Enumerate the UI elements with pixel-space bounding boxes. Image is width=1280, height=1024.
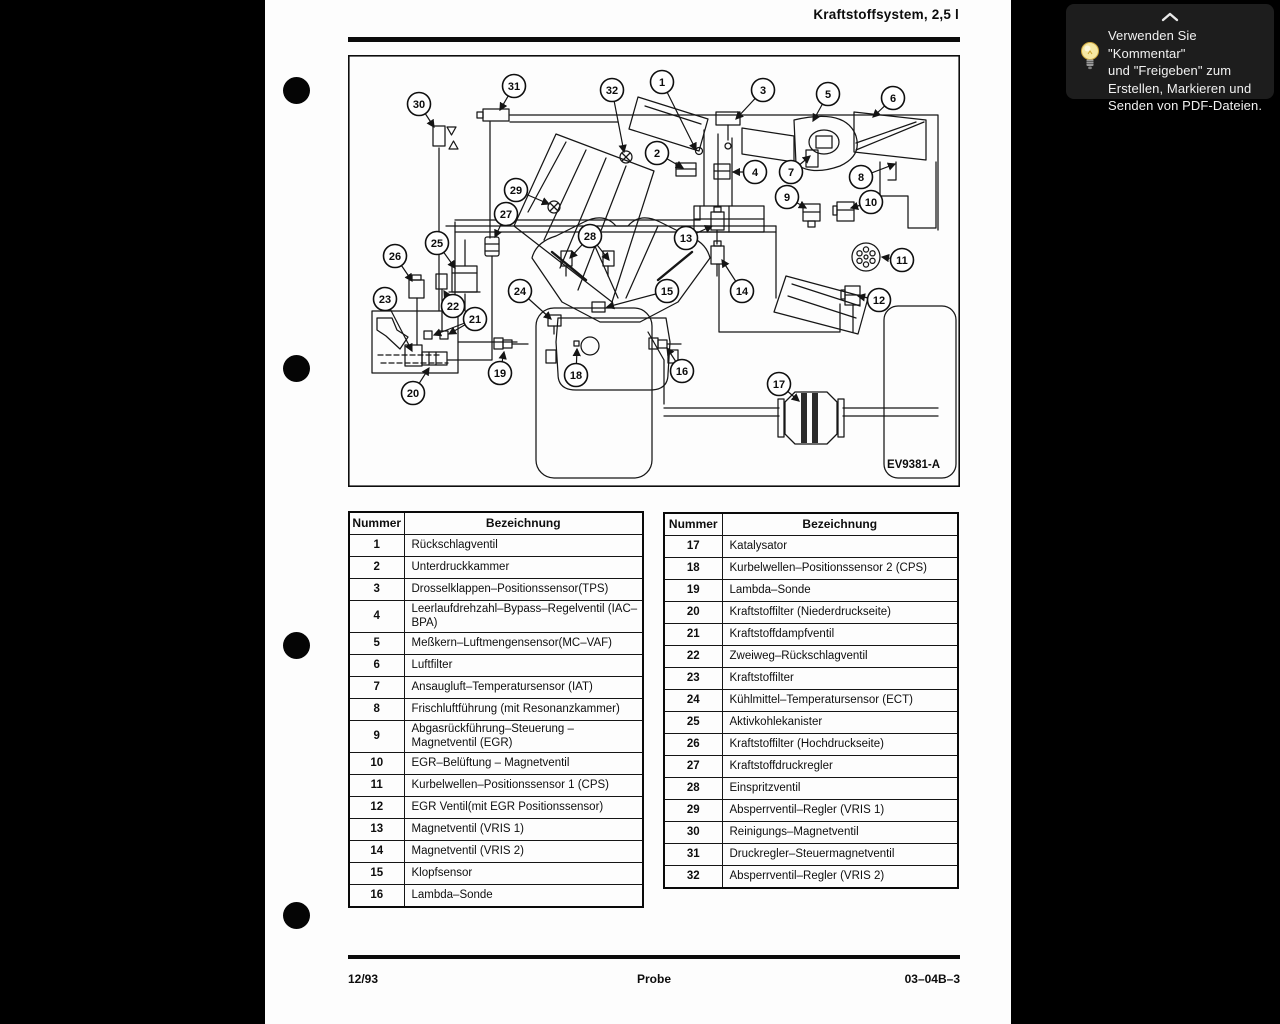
- part-number-cell: 14: [349, 841, 404, 863]
- manual-page: [265, 0, 1011, 1024]
- part-name-cell: Luftfilter: [404, 655, 643, 677]
- part-number-cell: 18: [664, 558, 722, 580]
- column-header-nummer: Nummer: [349, 512, 404, 535]
- svg-text:2: 2: [653, 147, 661, 160]
- part-name-cell: Kraftstoffilter (Hochdruckseite): [722, 734, 958, 756]
- part-number-cell: 24: [664, 690, 722, 712]
- table-row: [349, 841, 643, 863]
- table-row: [349, 557, 643, 579]
- part-name-cell: Kraftstoffilter: [722, 668, 958, 690]
- column-header-bezeichnung: Bezeichnung: [722, 513, 958, 536]
- part-name-cell: Drosselklappen–Positionssensor(TPS): [404, 579, 643, 601]
- table-row: [664, 624, 958, 646]
- chevron-up-icon[interactable]: [1161, 12, 1179, 22]
- valve-components: [409, 109, 860, 339]
- svg-text:11: 11: [896, 254, 908, 267]
- part-name-cell: Kraftstoffdruckregler: [722, 756, 958, 778]
- part-number-cell: 28: [664, 778, 722, 800]
- footer-model: Probe: [636, 972, 671, 986]
- table-row: [664, 778, 958, 800]
- svg-text:20: 20: [406, 387, 420, 400]
- part-name-cell: Rückschlagventil: [404, 535, 643, 557]
- part-name-cell: Aktivkohlekanister: [722, 712, 958, 734]
- table-row: [664, 536, 958, 558]
- callout-4: [733, 161, 767, 184]
- svg-text:30: 30: [412, 98, 426, 111]
- callout-17: [768, 373, 800, 402]
- part-name-cell: Kraftstoffilter (Niederdruckseite): [722, 602, 958, 624]
- part-name-cell: Unterdruckkammer: [404, 557, 643, 579]
- svg-text:16: 16: [675, 365, 689, 378]
- part-number-cell: 6: [349, 655, 404, 677]
- table-row: [349, 699, 643, 721]
- svg-text:1: 1: [658, 76, 666, 89]
- table-row: [349, 753, 643, 775]
- punch-hole: [283, 902, 310, 929]
- table-row: [349, 655, 643, 677]
- part-number-cell: 3: [349, 579, 404, 601]
- table-row: [664, 756, 958, 778]
- svg-text:18: 18: [569, 369, 583, 382]
- svg-text:27: 27: [499, 208, 513, 221]
- column-header-bezeichnung: Bezeichnung: [404, 512, 643, 535]
- svg-text:9: 9: [783, 191, 791, 204]
- svg-text:7: 7: [787, 166, 795, 179]
- catalytic-converter-illustration: [778, 392, 844, 444]
- part-number-cell: 7: [349, 677, 404, 699]
- svg-text:24: 24: [513, 285, 527, 298]
- parts-table-left: [348, 511, 644, 908]
- callout-12: [858, 289, 891, 312]
- fuel-system-diagram: [348, 55, 960, 487]
- svg-text:26: 26: [388, 250, 402, 263]
- table-row: [349, 601, 643, 633]
- table-row: [349, 885, 643, 908]
- part-number-cell: 20: [664, 602, 722, 624]
- part-number-cell: 19: [664, 580, 722, 602]
- svg-text:17: 17: [772, 378, 786, 391]
- part-name-cell: Magnetventil (VRIS 1): [404, 819, 643, 841]
- part-name-cell: Lambda–Sonde: [404, 885, 643, 908]
- svg-text:21: 21: [468, 313, 482, 326]
- callout-11: [882, 249, 914, 272]
- callout-8: [850, 164, 896, 189]
- part-name-cell: Klopfsensor: [404, 863, 643, 885]
- part-name-cell: Leerlaufdrehzahl–Bypass–Regelventil (IAC–BPA): [404, 601, 643, 633]
- part-number-cell: 23: [664, 668, 722, 690]
- part-name-cell: Meßkern–Luftmengensensor(MC–VAF): [404, 633, 643, 655]
- table-row: [349, 677, 643, 699]
- svg-text:12: 12: [872, 294, 886, 307]
- callout-6: [873, 87, 905, 118]
- table-row: [664, 668, 958, 690]
- part-name-cell: Kraftstoffdampfventil: [722, 624, 958, 646]
- callout-18: [565, 349, 588, 387]
- svg-text:25: 25: [430, 237, 444, 250]
- acrobat-hint-tooltip[interactable]: [1066, 4, 1274, 113]
- part-number-cell: 9: [349, 721, 404, 753]
- svg-text:10: 10: [864, 196, 878, 209]
- part-number-cell: 26: [664, 734, 722, 756]
- part-name-cell: Kühlmittel–Temperatursensor (ECT): [722, 690, 958, 712]
- table-row: [349, 579, 643, 601]
- part-number-cell: 2: [349, 557, 404, 579]
- callout-2: [646, 142, 684, 169]
- svg-text:14: 14: [735, 285, 749, 298]
- callout-29: [505, 179, 550, 205]
- callout-13: [675, 226, 713, 250]
- table-row: [664, 646, 958, 668]
- callout-31: [500, 75, 526, 111]
- part-number-cell: 16: [349, 885, 404, 908]
- part-name-cell: Einspritzventil: [722, 778, 958, 800]
- fuel-tank-illustration: [372, 311, 458, 373]
- table-row: [349, 863, 643, 885]
- part-number-cell: 25: [664, 712, 722, 734]
- part-name-cell: Reinigungs–Magnetventil: [722, 822, 958, 844]
- svg-text:15: 15: [660, 285, 674, 298]
- part-number-cell: 4: [349, 601, 404, 633]
- tooltip-line: Erstellen, Markieren und: [1108, 80, 1252, 96]
- part-number-cell: 21: [664, 624, 722, 646]
- callout-3: [736, 79, 775, 120]
- part-number-cell: 8: [349, 699, 404, 721]
- table-row: [349, 819, 643, 841]
- part-number-cell: 30: [664, 822, 722, 844]
- footer-rule: [348, 955, 960, 959]
- table-row: [349, 535, 643, 557]
- tooltip-line: Senden von PDF-Dateien.: [1108, 98, 1263, 113]
- table-row: [664, 822, 958, 844]
- part-number-cell: 32: [664, 866, 722, 889]
- part-number-cell: 22: [664, 646, 722, 668]
- part-number-cell: 17: [664, 536, 722, 558]
- table-row: [664, 866, 958, 889]
- table-row: [349, 775, 643, 797]
- part-name-cell: Zweiweg–Rückschlagventil: [722, 646, 958, 668]
- page-header-title: Kraftstoffsystem, 2,5 l: [813, 7, 959, 22]
- svg-text:32: 32: [605, 84, 619, 97]
- part-name-cell: Kurbelwellen–Positionssensor 2 (CPS): [722, 558, 958, 580]
- table-row: [664, 690, 958, 712]
- part-name-cell: Frischluftführung (mit Resonanzkammer): [404, 699, 643, 721]
- part-name-cell: EGR–Belüftung – Magnetventil: [404, 753, 643, 775]
- part-name-cell: Katalysator: [722, 536, 958, 558]
- svg-text:8: 8: [857, 171, 865, 184]
- part-number-cell: 13: [349, 819, 404, 841]
- part-number-cell: 12: [349, 797, 404, 819]
- callout-10: [851, 191, 883, 214]
- part-name-cell: Kurbelwellen–Positionssensor 1 (CPS): [404, 775, 643, 797]
- tooltip-line: Verwenden Sie "Kommentar": [1108, 28, 1197, 61]
- callout-28: [570, 225, 602, 259]
- svg-text:29: 29: [509, 184, 523, 197]
- callout-9: [776, 186, 807, 209]
- part-name-cell: Magnetventil (VRIS 2): [404, 841, 643, 863]
- callout-30: [408, 93, 435, 128]
- part-number-cell: 11: [349, 775, 404, 797]
- callout-24: [509, 280, 552, 320]
- sensor-wheel-illustration: [852, 243, 880, 271]
- part-number-cell: 29: [664, 800, 722, 822]
- table-row: [349, 633, 643, 655]
- part-name-cell: Abgasrückführung–Steuerung – Magnetventil (EGR): [404, 721, 643, 753]
- tooltip-line: und "Freigeben" zum: [1108, 63, 1232, 78]
- callout-25: [426, 232, 456, 269]
- part-name-cell: Absperrventil–Regler (VRIS 1): [722, 800, 958, 822]
- parts-table-right: [663, 512, 959, 889]
- callout-14: [722, 260, 754, 303]
- footer-page-number: 03–04B–3: [904, 972, 960, 986]
- table-row: [664, 800, 958, 822]
- punch-hole: [283, 355, 310, 382]
- lightbulb-icon: [1079, 40, 1101, 72]
- svg-text:4: 4: [751, 166, 759, 179]
- svg-text:3: 3: [759, 84, 767, 97]
- svg-text:28: 28: [583, 230, 597, 243]
- punch-hole: [283, 632, 310, 659]
- part-number-cell: 10: [349, 753, 404, 775]
- header-rule: [348, 37, 960, 42]
- table-row: [664, 712, 958, 734]
- svg-text:19: 19: [493, 367, 507, 380]
- svg-text:23: 23: [378, 293, 392, 306]
- part-name-cell: Lambda–Sonde: [722, 580, 958, 602]
- part-number-cell: 27: [664, 756, 722, 778]
- callout-22: [442, 291, 465, 318]
- svg-text:13: 13: [679, 232, 693, 245]
- tooltip-text: [1108, 27, 1274, 115]
- part-number-cell: 15: [349, 863, 404, 885]
- part-number-cell: 5: [349, 633, 404, 655]
- footer-date: 12/93: [348, 972, 379, 986]
- table-row: [349, 721, 643, 753]
- punch-hole: [283, 77, 310, 104]
- part-name-cell: Absperrventil–Regler (VRIS 2): [722, 866, 958, 889]
- svg-text:31: 31: [507, 80, 521, 93]
- svg-text:22: 22: [446, 300, 460, 313]
- table-row: [664, 602, 958, 624]
- table-row: [664, 844, 958, 866]
- part-name-cell: EGR Ventil(mit EGR Positionssensor): [404, 797, 643, 819]
- figure-code: EV9381-A: [886, 459, 940, 471]
- svg-text:6: 6: [889, 92, 897, 105]
- part-name-cell: Ansaugluft–Temperatursensor (IAT): [404, 677, 643, 699]
- callout-16: [667, 348, 694, 383]
- table-row: [349, 797, 643, 819]
- table-row: [664, 558, 958, 580]
- part-number-cell: 31: [664, 844, 722, 866]
- column-header-nummer: Nummer: [664, 513, 722, 536]
- callout-26: [384, 245, 413, 282]
- svg-text:5: 5: [824, 88, 832, 101]
- part-name-cell: Druckregler–Steuermagnetventil: [722, 844, 958, 866]
- table-row: [664, 734, 958, 756]
- part-number-cell: 1: [349, 535, 404, 557]
- table-row: [664, 580, 958, 602]
